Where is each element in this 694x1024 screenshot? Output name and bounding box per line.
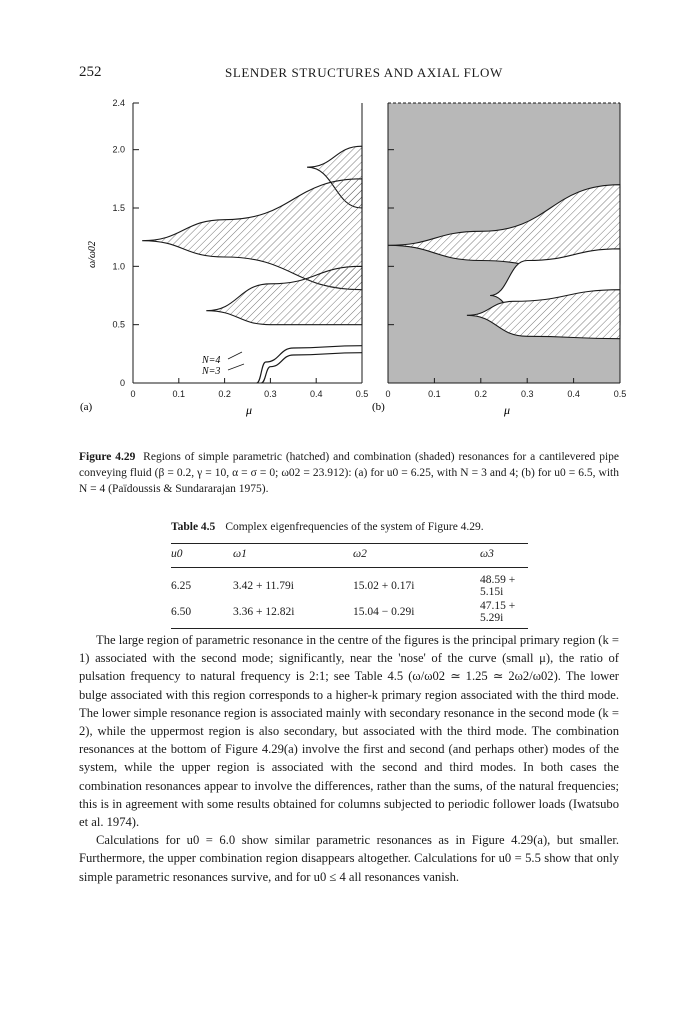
x-tick-label: 0.5: [613, 389, 627, 399]
table-header: ω1: [233, 544, 353, 568]
combination-boundary: [257, 346, 362, 383]
x-tick-label: 0: [385, 389, 391, 399]
x-tick-label: 0.2: [218, 389, 231, 399]
table-cell: 15.02 + 0.17i: [353, 580, 415, 592]
caption-label: Figure 4.29: [79, 451, 136, 463]
table-cell: 48.59 + 5.15i: [480, 574, 516, 598]
y-tick-label: 2.4: [112, 98, 125, 108]
panel-a-plot: [112, 98, 368, 399]
table-header-row: [171, 544, 528, 568]
table-row: [171, 568, 528, 600]
caption-text: Regions of simple parametric (hatched) and combination (shaded) resonances for a cantilevered pipe conveying fluid (β = 0.2, γ = 10, α = σ = 0; ω02 = 23.912): (a) for u0 = 6.25, with N = 3 and 4; (b) for u0 = 6.5, with N = 4 (Païdoussis & Sundararajan 1975).: [79, 451, 619, 495]
eigenfrequency-table: [171, 543, 528, 629]
y-tick-label: 2.0: [112, 144, 125, 155]
table-cell: 15.04 − 0.29i: [353, 599, 480, 629]
x-tick-label: 0.3: [520, 389, 534, 399]
x-tick-label: 0.2: [474, 389, 488, 399]
y-tick-label: 1.5: [112, 203, 125, 213]
paragraph: The large region of parametric resonance in the centre of the figures is the principal primary region (k = 1) associated with the second mode; significantly, near the 'nose' of the curve (small μ), the ratio of pulsation frequency to natural frequency is 2:1; see Table 4.5 (ω/ω02 ≃ 1.25 ≃ 2ω2/ω02). The lower bulge associated with this region corresponds to a higher-k primary region associated with the third mode. The lower simple resonance region is associated mainly with secondary resonance in the second mode (k = 2), while the uppermost region is also secondary, but associated with the third mode. The combination resonances at the bottom of Figure 4.29(a) involve the first and second (and perhaps other) modes of the system, while the upper region is associated with the second and third modes. In both cases the combination resonances appear to involve the differences, rather than the sums, of the natural frequencies; this is in agreement with some results obtained for columns subjected to periodic follower loads (Iwatsubo et al. 1974).: [79, 633, 620, 830]
x-tick-label: 0.1: [172, 389, 186, 399]
x-tick-label: 0.3: [264, 389, 277, 399]
table-cell: 6.50: [171, 599, 233, 629]
annotation-n4: N=4: [202, 355, 221, 366]
table-header: ω2: [353, 544, 480, 568]
annotation-leader-n4: [228, 352, 242, 359]
table-cell: 3.36 + 12.82i: [233, 599, 353, 629]
panel-a-label: (a): [80, 401, 93, 413]
y-axis-label: ω/ω02: [87, 241, 98, 268]
resonance-region: [206, 266, 362, 324]
panel-b-label: (b): [372, 401, 385, 413]
figure-caption: [79, 449, 619, 497]
panel-b-x-axis-label: μ: [504, 403, 511, 417]
page-number: 252: [79, 64, 102, 80]
annotation-leader-n3: [228, 364, 244, 370]
paragraph: Calculations for u0 = 6.0 show similar parametric resonances as in Figure 4.29(a), but smaller. Furthermore, the upper combination region disappears altogether. Calculations for u0 = 5.5 show that only simple parametric resonances survive, and for u0 ≤ 4 all resonances vanish.: [79, 833, 619, 884]
x-tick-label: 0.4: [567, 389, 580, 399]
table-cell: 6.25: [171, 580, 192, 592]
table-label: Table 4.5: [171, 521, 216, 533]
x-tick-label: 0.4: [309, 389, 323, 399]
figure-4-29: [0, 0, 694, 440]
table-cell: 3.42 + 11.79i: [233, 580, 295, 592]
table-header: u0: [171, 544, 233, 568]
body-text: [79, 631, 619, 886]
table-title: [171, 521, 484, 533]
table-header: ω3: [480, 544, 528, 568]
x-tick-label: 0.1: [428, 389, 441, 399]
y-tick-label: 0.5: [112, 319, 125, 330]
combination-boundary: [261, 353, 362, 383]
x-tick-label: 0: [130, 389, 136, 399]
table-row: [171, 599, 528, 629]
y-tick-label: 0: [119, 378, 125, 388]
y-tick-label: 1.0: [112, 261, 125, 272]
panel-b-plot: [385, 103, 626, 399]
table-cell: 47.15 + 5.29i: [480, 599, 528, 629]
panel-a-x-axis-label: μ: [246, 403, 253, 417]
table-caption: Complex eigenfrequencies of the system of Figure 4.29.: [225, 521, 484, 533]
running-title: SLENDER STRUCTURES AND AXIAL FLOW: [225, 65, 503, 80]
annotation-n3: N=3: [202, 366, 221, 377]
x-tick-label: 0.5: [355, 389, 369, 399]
